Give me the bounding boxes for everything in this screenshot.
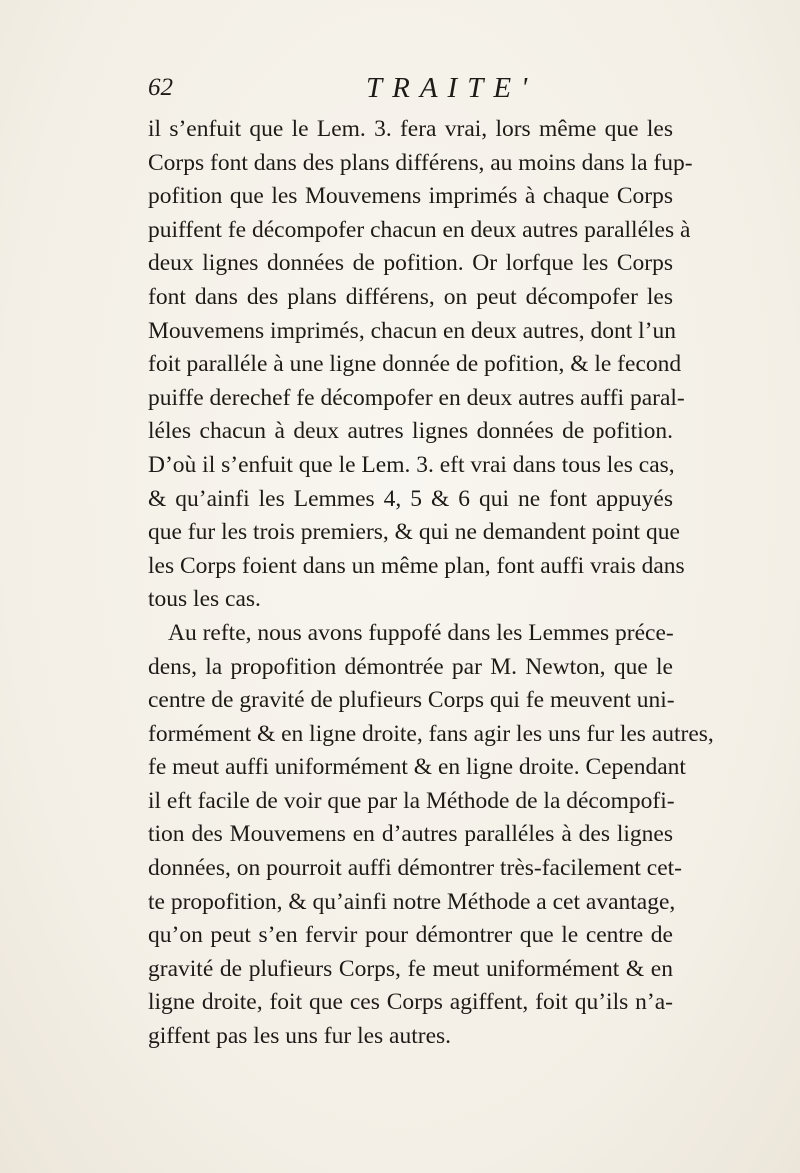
text-line: tous les cas.	[148, 586, 261, 613]
text-line: giffent pas les uns fur les autres.	[148, 1023, 452, 1050]
text-line: que fur les trois premiers, & qui ne demandent point que	[148, 519, 680, 546]
text-line: il eft facile de voir que par la Méthode de la décompofi-	[148, 787, 675, 814]
text-line: te propofition, & qu’ainfi notre Méthode a cet avantage,	[148, 888, 676, 915]
text-line: Corps font dans des plans différens, au moins dans la fup-	[148, 149, 693, 176]
text-line: foit paralléle à une ligne donnée de pofition, & le fecond	[148, 351, 682, 378]
text-line: & qu’ainfi les Lemmes 4, 5 & 6 qui ne font appuyés	[148, 485, 673, 512]
text-line: puiffent fe décompofer chacun en deux autres paralléles à	[148, 216, 691, 243]
text-line: fe meut auffi uniformément & en ligne droite. Cependant	[148, 754, 686, 781]
text-line: ligne droite, foit que ces Corps agiffent, foit qu’ils n’a-	[148, 989, 673, 1016]
text-line: il s’enfuit que le Lem. 3. fera vrai, lors même que les	[148, 116, 673, 142]
text-line: dens, la propofition démontrée par M. Newton, que le	[148, 653, 673, 680]
text-line: font dans des plans différens, on peut décompofer les	[148, 283, 673, 310]
text-line: puiffe derechef fe décompofer en deux autres auffi paral-	[148, 384, 685, 411]
text-line: formément & en ligne droite, fans agir les uns fur les autres,	[148, 720, 714, 747]
text-line: Au refte, nous avons fuppofé dans les Lemmes préce-	[168, 619, 674, 646]
text-line: pofition que les Mouvemens imprimés à chaque Corps	[148, 183, 673, 210]
text-line: données, on pourroit auffi démontrer très-facilement cet-	[148, 855, 682, 882]
text-line: tion des Mouvemens en d’autres paralléles à des lignes	[148, 821, 673, 848]
text-line: Mouvemens imprimés, chacun en deux autres, dont l’un	[148, 317, 676, 344]
text-line: D’où il s’enfuit que le Lem. 3. eft vrai dans tous les cas,	[148, 451, 675, 478]
page-header	[148, 72, 668, 108]
page-number: 62	[148, 74, 173, 101]
text-line: léles chacun à deux autres lignes données de pofition.	[148, 418, 673, 445]
text-line: les Corps foient dans un même plan, font auffi vrais dans	[148, 552, 685, 579]
body-text	[148, 113, 714, 1054]
text-line: centre de gravité de plufieurs Corps qui fe meuvent uni-	[148, 687, 675, 714]
text-line: qu’on peut s’en fervir pour démontrer que le centre de	[148, 922, 673, 949]
text-line: deux lignes données de pofition. Or lorfque les Corps	[148, 250, 673, 277]
text-line: gravité de plufieurs Corps, fe meut uniformément & en	[148, 955, 673, 982]
running-title: TRAITE'	[366, 72, 538, 104]
